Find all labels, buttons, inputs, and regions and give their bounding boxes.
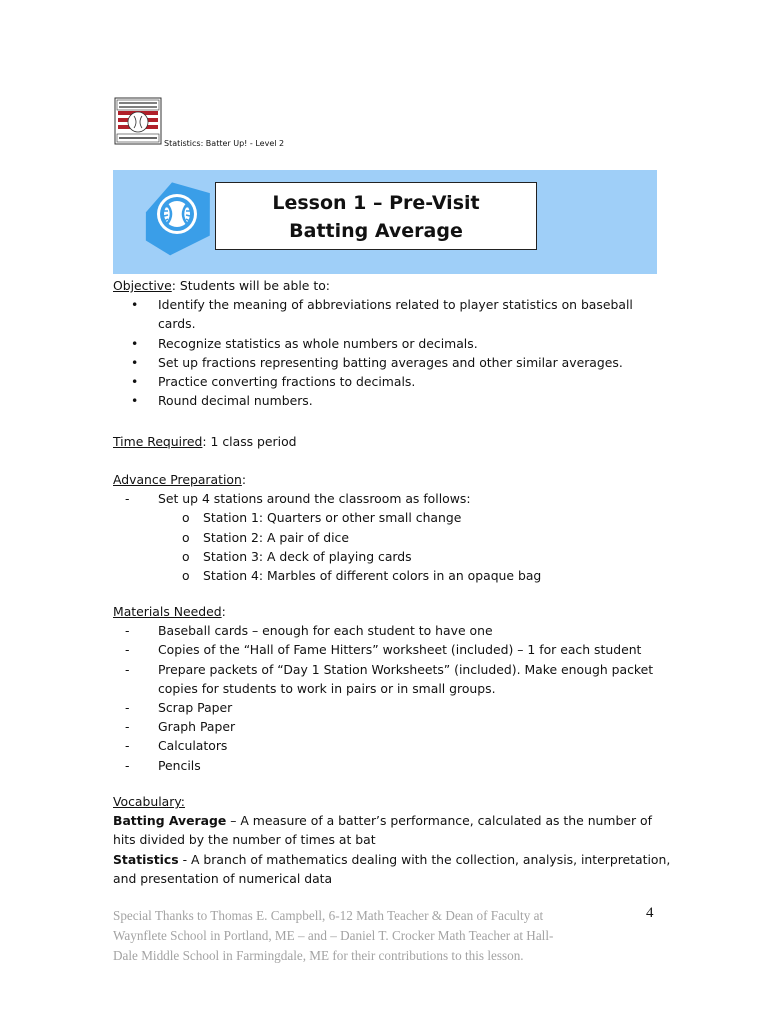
list-item: - Scrap Paper	[125, 699, 233, 715]
list-item: o Station 2: A pair of dice	[113, 528, 246, 547]
bullet-icon: •	[131, 335, 139, 351]
objective-section: Objective: Students will be able to: • Identify the meaning of abbreviations related to player statistics on baseball cards. • Recognize statistics as whole numbers or decimals. • Set up fractions representing batting averages and other similar averages. • Practice converting fractions to decimals. • Round decimal numbers.	[113, 276, 330, 410]
time-heading: Time Required	[113, 434, 203, 449]
list-item: • Identify the meaning of abbreviations related to player statistics on baseball	[113, 295, 330, 314]
list-item: • Practice converting fractions to decimals.	[113, 372, 330, 391]
hall-of-fame-logo	[114, 97, 162, 145]
vocab-term: Statistics	[113, 851, 179, 867]
lesson-subtitle: Batting Average	[289, 220, 463, 242]
circle-bullet-icon: o	[182, 510, 190, 526]
circle-bullet-icon: o	[182, 548, 190, 564]
list-item: - Copies of the “Hall of Fame Hitters” worksheet (included) – 1 for each student	[125, 642, 642, 658]
circle-bullet-icon: o	[182, 529, 190, 545]
vocab-term: Batting Average	[113, 813, 227, 829]
time-section	[113, 432, 297, 451]
lesson-banner	[113, 170, 657, 274]
list-item: - Prepare packets of “Day 1 Station Worksheets” (included). Make enough packet	[125, 661, 654, 677]
list-item: - Pencils	[125, 757, 201, 773]
time-value: : 1 class period	[202, 434, 297, 449]
list-item: • Set up fractions representing batting averages and other similar averages.	[113, 353, 330, 372]
materials-section: Materials Needed: - Baseball cards – enough for each student to have one - Copies of the “Hall of Fame Hitters” worksheet (included) – 1 for each student - Prepare packets of “Day 1 Station Worksheets” (included). Make enough packet copies for students to work in pairs or in small groups. - Scrap Paper - Graph Paper - Calculators - Pencils	[113, 602, 226, 775]
objective-intro: : Students will be able to:	[171, 278, 330, 293]
lesson-title: Lesson 1 – Pre-Visit	[272, 192, 480, 214]
list-item: - Calculators	[125, 738, 228, 754]
vocabulary-section: Vocabulary: Batting Average – A measure of a batter’s performance, calculated as the number of hits divided by the number of times at bat Statistics - A branch of mathematics dealing with the collection, analysis, interpretation, and presentation of numerical data	[113, 794, 671, 886]
materials-heading: Materials Needed	[113, 604, 222, 619]
header-label: Statistics: Batter Up! - Level 2	[164, 139, 285, 148]
list-item: - Baseball cards – enough for each student to have one	[125, 623, 493, 639]
bullet-icon: •	[131, 354, 139, 370]
bullet-icon: •	[131, 297, 139, 313]
page-number: 4	[646, 905, 654, 921]
list-item: o Station 1: Quarters or other small change	[113, 508, 246, 527]
bullet-icon: •	[131, 393, 139, 409]
list-item: - Set up 4 stations around the classroom as follows:	[125, 491, 471, 507]
circle-bullet-icon: o	[182, 567, 190, 583]
lesson-title-box	[215, 182, 537, 250]
list-item: • Recognize statistics as whole numbers or decimals.	[113, 334, 330, 353]
bullet-icon: •	[131, 373, 139, 389]
vocabulary-heading: Vocabulary:	[113, 794, 185, 809]
footer-credits: Special Thanks to Thomas E. Campbell, 6-12 Math Teacher & Dean of Faculty at Waynflete School in Portland, ME – and – Daniel T. Crocker Math Teacher at Hall- Dale Middle School in Farmingdale, ME for their contributions to this lesson.	[113, 908, 554, 963]
list-item: • Round decimal numbers.	[113, 391, 330, 410]
prep-section: Advance Preparation: - Set up 4 stations around the classroom as follows: o Station 1: Quarters or other small change o Station 2: A pair of dice o Station 3: A deck of playing cards o Station 4: Marbles of different colors in an opaque bag	[113, 470, 246, 585]
list-item: o Station 3: A deck of playing cards	[113, 547, 246, 566]
objective-heading: Objective	[113, 278, 172, 293]
baseball-icon	[137, 178, 217, 258]
list-item: o Station 4: Marbles of different colors in an opaque bag	[113, 566, 246, 585]
prep-heading: Advance Preparation	[113, 472, 242, 487]
list-item: - Graph Paper	[125, 719, 236, 735]
